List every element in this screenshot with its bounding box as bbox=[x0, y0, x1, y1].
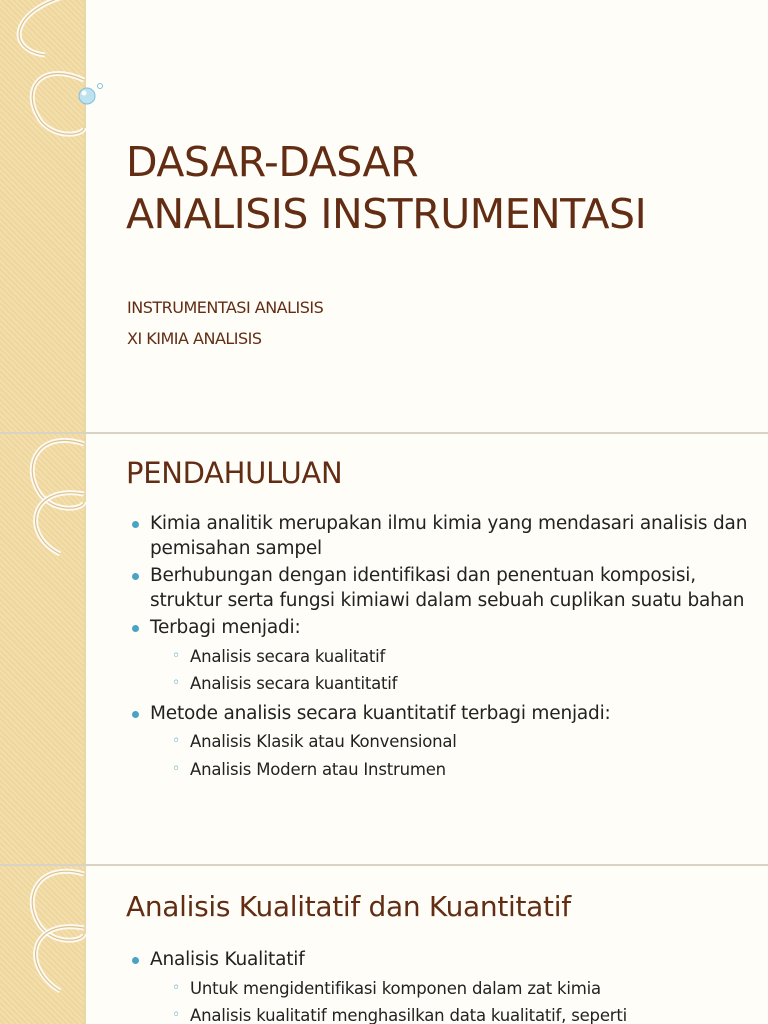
slide-subtitle bbox=[127, 292, 323, 354]
sub-bullet-list bbox=[150, 975, 748, 1024]
sub-bullet-list bbox=[150, 643, 748, 698]
bullet-list bbox=[128, 948, 748, 1024]
sub-bullet-text: Analisis Modern atau Instrumen bbox=[190, 759, 446, 779]
bullet-text: Kimia analitik merupakan ilmu kimia yang mendasari analisis dan pemisahan sampel bbox=[150, 513, 748, 559]
sub-list-item bbox=[150, 643, 748, 671]
sub-bullet-text: Analisis secara kuantitatif bbox=[190, 674, 398, 693]
hollow-circle-bullet-icon: ◦ bbox=[172, 760, 181, 777]
bullet-text: Terbagi menjadi: bbox=[150, 617, 301, 638]
sub-bullet-text: Untuk mengidentifikasi komponen dalam zat kimia bbox=[190, 978, 601, 998]
list-item bbox=[128, 564, 748, 613]
hollow-circle-bullet-icon: ◦ bbox=[172, 647, 181, 664]
hollow-circle-bullet-icon: ◦ bbox=[172, 1007, 181, 1023]
sub-list-item bbox=[150, 728, 748, 756]
hollow-circle-bullet-icon: ◦ bbox=[172, 733, 181, 749]
title-line-1: DASAR-DASAR bbox=[126, 138, 419, 186]
kualitatif-kuantitatif-slide bbox=[0, 866, 768, 1024]
list-item bbox=[128, 616, 748, 698]
slide-heading: Analisis Kualitatif dan Kuantitatif bbox=[126, 890, 571, 923]
list-item bbox=[128, 702, 748, 784]
bullet-text: Metode analisis secara kuantitatif terbagi menjadi: bbox=[150, 702, 611, 724]
swirl-ornament-icon bbox=[0, 866, 120, 1006]
sub-bullet-list bbox=[150, 728, 748, 783]
hollow-circle-bullet-icon: ◦ bbox=[172, 979, 181, 996]
subtitle-line-2: XI KIMIA ANALISIS bbox=[127, 329, 262, 348]
slide-title bbox=[126, 136, 746, 240]
slide-heading: PENDAHULUAN bbox=[126, 456, 343, 490]
list-item bbox=[128, 948, 748, 1024]
swirl-ornament-icon bbox=[0, 0, 120, 140]
sub-bullet-text: Analisis Klasik atau Konvensional bbox=[190, 732, 457, 751]
sub-list-item bbox=[150, 756, 748, 784]
bullet-text: Analisis Kualitatif bbox=[150, 949, 305, 970]
sub-list-item bbox=[150, 975, 748, 1003]
hollow-circle-bullet-icon: ◦ bbox=[172, 675, 181, 691]
bullet-list bbox=[128, 512, 748, 787]
list-item bbox=[128, 512, 748, 561]
subtitle-line-1: INSTRUMENTASI ANALISIS bbox=[127, 298, 324, 317]
sub-bullet-text: Analisis secara kualitatif bbox=[190, 646, 386, 666]
swirl-ornament-icon bbox=[0, 434, 120, 574]
sub-bullet-text: Analisis kualitatif menghasilkan data kualitatif, seperti bbox=[190, 1006, 628, 1024]
title-line-2: ANALISIS INSTRUMENTASI bbox=[126, 190, 647, 238]
bullet-text: Berhubungan dengan identifikasi dan penentuan komposisi, struktur serta fungsi kimiawi dalam sebuah cuplikan suatu bahan bbox=[150, 565, 745, 611]
sub-list-item bbox=[150, 670, 748, 698]
pendahuluan-slide bbox=[0, 434, 768, 864]
title-slide bbox=[0, 0, 768, 432]
sub-list-item bbox=[150, 1002, 748, 1024]
